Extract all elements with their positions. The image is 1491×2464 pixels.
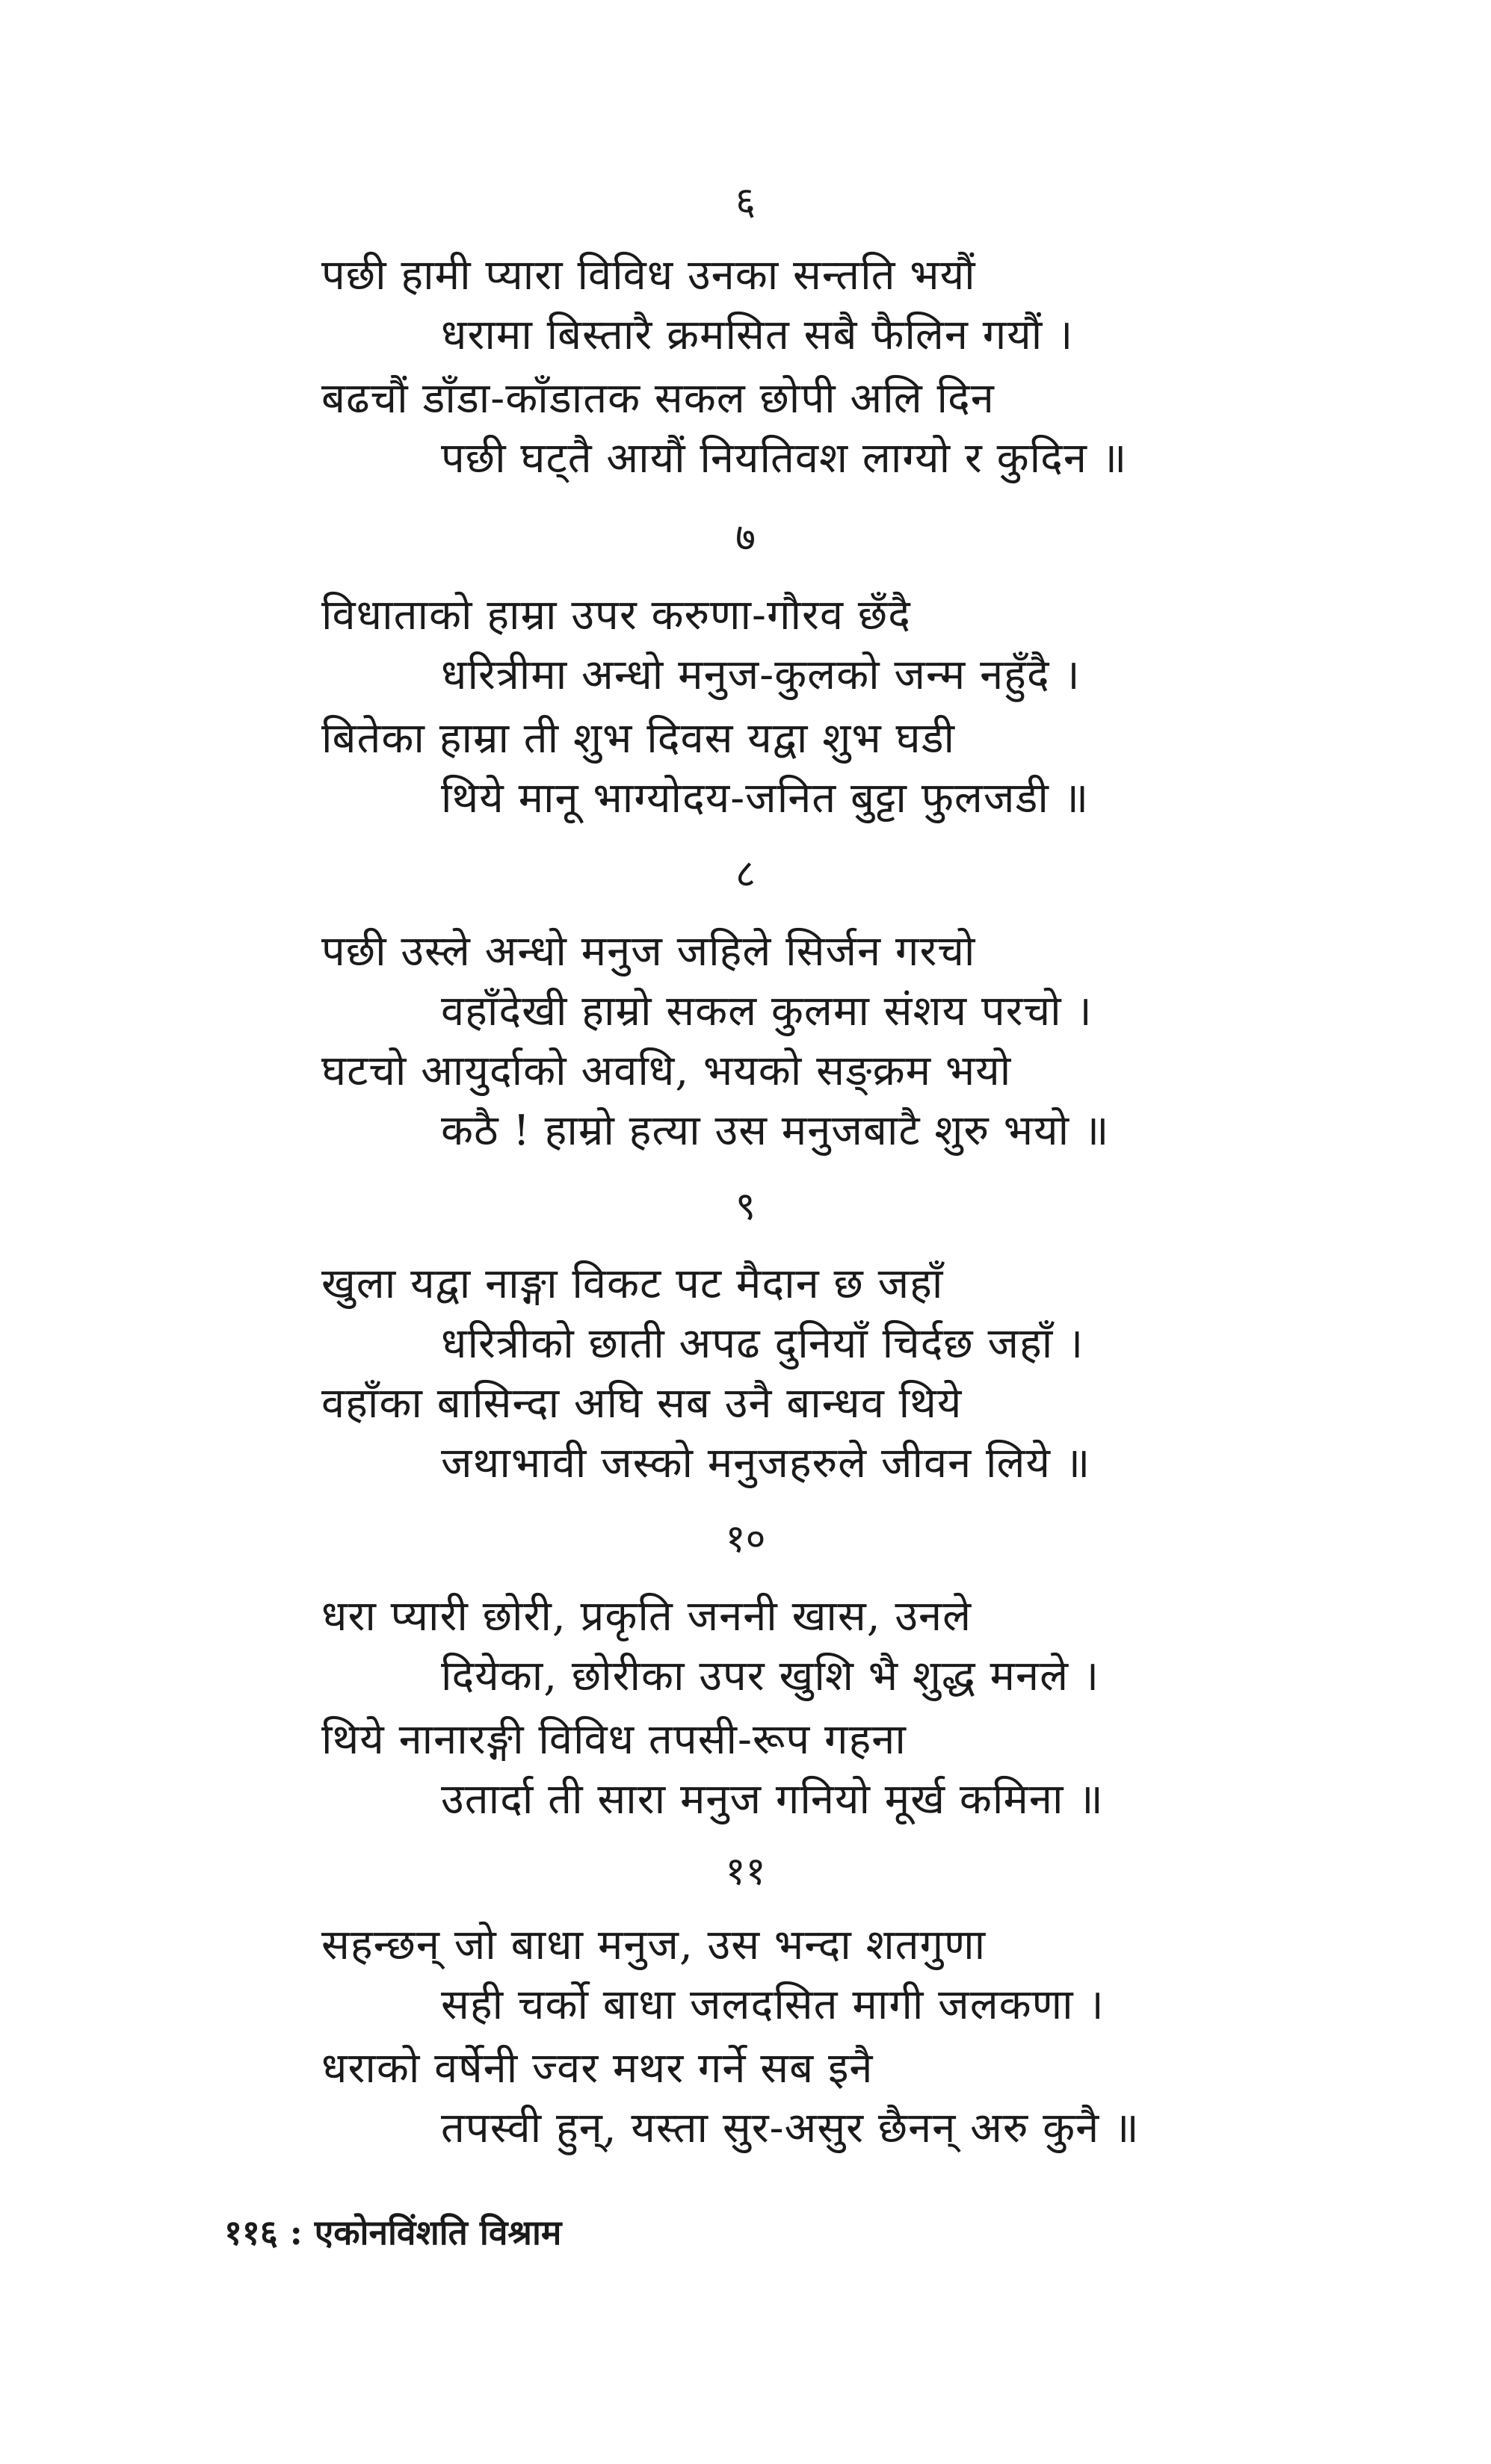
verse-line: वहाँका बासिन्दा अघि सब उनै बान्धव थिये: [321, 1379, 963, 1428]
verse-line: धरामा बिस्तारै क्रमसित सबै फैलिन गयौं ।: [441, 311, 1074, 359]
verse-line: उतार्दा ती सारा मनुज गनियो मूर्ख कमिना ॥: [441, 1775, 1104, 1824]
verse-line: विधाताको हाम्रा उपर करुणा-गौरव छँदै: [321, 591, 911, 640]
verse-line: खुला यद्वा नाङ्गा विकट पट मैदान छ जहाँ: [321, 1260, 944, 1308]
verse-line: धरित्रीमा अन्धो मनुज-कुलको जन्म नहुँदै ।: [441, 651, 1081, 699]
verse-line: धरित्रीको छाती अपढ दुनियाँ चिर्दछ जहाँ ।: [441, 1319, 1084, 1368]
verse-line: सही चर्को बाधा जलदसित मागी जलकणा ।: [441, 1981, 1105, 2029]
stanza-number: ८: [735, 852, 756, 897]
stanza-number: ११: [725, 1849, 766, 1894]
stanza-number: ९: [735, 1184, 756, 1229]
verse-line: दियेका, छोरीका उपर खुशि भै शुद्ध मनले ।: [441, 1652, 1100, 1700]
stanza-number: ६: [735, 179, 756, 224]
verse-line: बढचौं डाँडा-काँडातक सकल छोपी अलि दिन: [321, 374, 995, 423]
verse-line: कठै ! हाम्रो हत्या उस मनुजबाटै शुरु भयो ॥: [441, 1106, 1110, 1155]
verse-line: थिये मानू भाग्योदय-जनित बुट्टा फुलजडी ॥: [441, 774, 1090, 823]
page-footer: [224, 2211, 561, 2253]
verse-line: धराको वर्षेनी ज्वर मथर गर्ने सब इनै: [321, 2044, 874, 2093]
footer-separator: :: [289, 2212, 303, 2253]
verse-line: पछी हामी प्यारा विविध उनका सन्तति भयौं: [321, 251, 976, 300]
verse-line: धरा प्यारी छोरी, प्रकृति जननी खास, उनले: [321, 1592, 972, 1641]
page-number: ११६: [224, 2212, 278, 2253]
verse-line: सहन्छन् जो बाधा मनुज, उस भन्दा शतगुणा: [321, 1921, 987, 1969]
verse-line: तपस्वी हुन्, यस्ता सुर-असुर छैनन् अरु कुनै ॥: [441, 2104, 1140, 2152]
verse-line: बितेका हाम्रा ती शुभ दिवस यद्वा शुभ घडी: [321, 714, 956, 763]
verse-line: घटचो आयुर्दाको अवधि, भयको सङ्क्रम भयो: [321, 1047, 1012, 1095]
verse-line: पछी घट्तै आयौं नियतिवश लाग्यो र कुदिन ॥: [441, 434, 1128, 483]
chapter-title: एकोनविंशति विश्राम: [314, 2212, 562, 2253]
stanza-number: १०: [725, 1517, 766, 1561]
verse-line: थिये नानारङ्गी विविध तपसी-रूप गहना: [321, 1715, 907, 1764]
stanza-number: ७: [735, 516, 756, 560]
verse-line: पछी उस्ले अन्धो मनुज जहिले सिर्जन गरचो: [321, 927, 976, 976]
verse-line: जथाभावी जस्को मनुजहरुले जीवन लिये ॥: [441, 1439, 1091, 1488]
verse-line: वहाँदेखी हाम्रो सकल कुलमा संशय परचो ।: [441, 987, 1093, 1036]
